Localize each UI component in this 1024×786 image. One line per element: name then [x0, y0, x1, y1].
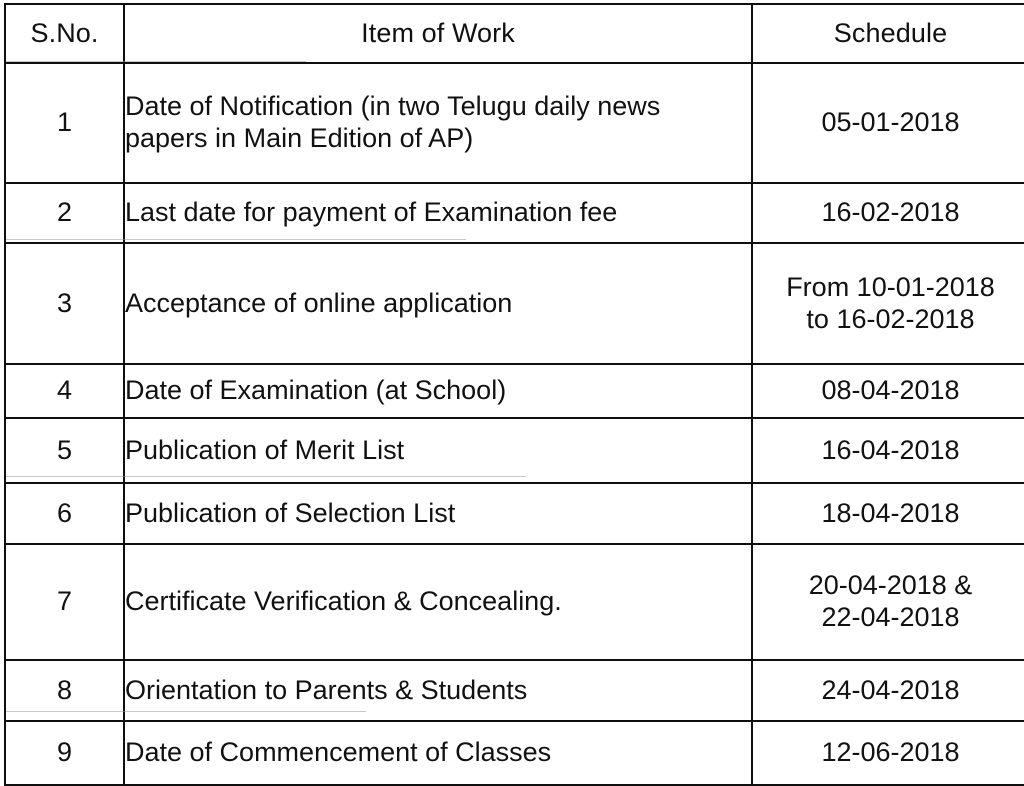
cell-sno: 9: [5, 721, 124, 785]
schedule-table: [4, 3, 1024, 786]
table-row: [5, 660, 1024, 721]
cell-sno: 6: [5, 483, 124, 544]
table-body: [5, 63, 1024, 785]
cell-item-of-work: Orientation to Parents & Students: [124, 660, 752, 721]
cell-item-of-work: Publication of Selection List: [124, 483, 752, 544]
cell-item-of-work: Date of Commencement of Classes: [124, 721, 752, 785]
cell-sno: 3: [5, 243, 124, 364]
table-row: [5, 364, 1024, 418]
table-row: [5, 483, 1024, 544]
cell-schedule: 16-02-2018: [752, 183, 1024, 243]
cell-schedule: 08-04-2018: [752, 364, 1024, 418]
cell-item-of-work: Certificate Verification & Concealing.: [124, 544, 752, 660]
cell-item-of-work: Publication of Merit List: [124, 418, 752, 483]
cell-item-of-work: [124, 63, 752, 183]
cell-sno: 7: [5, 544, 124, 660]
item-text-line-1: Date of Notification (in two Telugu daily news: [125, 91, 661, 122]
table-row: [5, 63, 1024, 183]
table-header: [5, 4, 1024, 63]
table-row: [5, 183, 1024, 243]
cell-schedule: [752, 544, 1024, 660]
cell-sno: 1: [5, 63, 124, 183]
cell-item-of-work: Last date for payment of Examination fee: [124, 183, 752, 243]
column-header-schedule: Schedule: [752, 4, 1024, 63]
cell-sno: 4: [5, 364, 124, 418]
column-header-sno: S.No.: [5, 4, 124, 63]
cell-item-of-work: Acceptance of online application: [124, 243, 752, 364]
cell-sno: 2: [5, 183, 124, 243]
cell-schedule: 24-04-2018: [752, 660, 1024, 721]
schedule-text-line-2: to 16-02-2018: [806, 303, 975, 334]
cell-item-of-work: Date of Examination (at School): [124, 364, 752, 418]
table-row: [5, 721, 1024, 785]
cell-schedule: 18-04-2018: [752, 483, 1024, 544]
table-row: [5, 418, 1024, 483]
schedule-text-line-2: 22-04-2018: [821, 602, 960, 632]
cell-sno: 8: [5, 660, 124, 721]
column-header-item-of-work: Item of Work: [124, 4, 752, 63]
item-text-line-2: papers in Main Edition of AP): [125, 123, 474, 153]
cell-schedule: 12-06-2018: [752, 721, 1024, 785]
cell-schedule: 05-01-2018: [752, 63, 1024, 183]
schedule-text-line-1: 20-04-2018 &: [808, 570, 973, 601]
schedule-text-line-1: From 10-01-2018: [786, 271, 995, 302]
cell-schedule: 16-04-2018: [752, 418, 1024, 483]
table-row: [5, 243, 1024, 364]
table-row: [5, 544, 1024, 660]
table-header-row: [5, 4, 1024, 63]
cell-sno: 5: [5, 418, 124, 483]
cell-schedule: [752, 243, 1024, 364]
